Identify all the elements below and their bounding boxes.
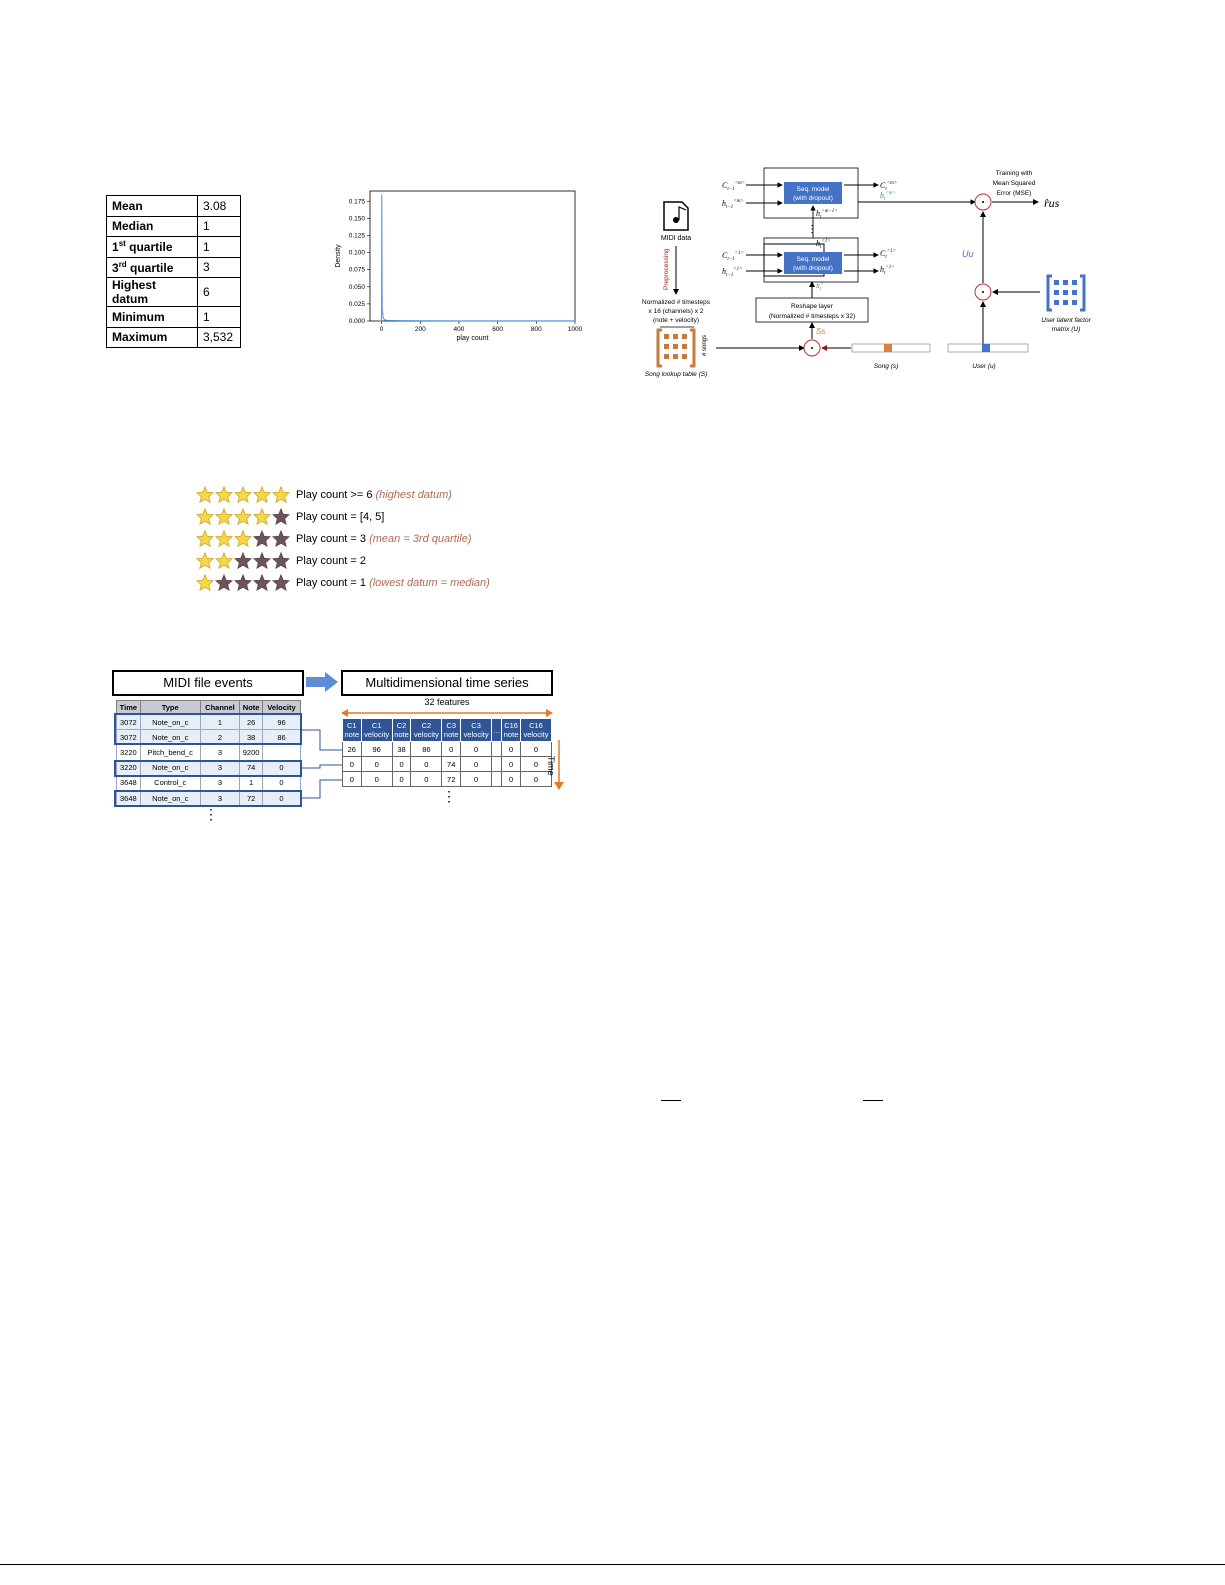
events-cell: 86 (263, 730, 301, 745)
ts-cell: 0 (461, 742, 492, 757)
events-header: Note (240, 701, 263, 715)
events-header: Type (140, 701, 200, 715)
x-tick-label: 200 (414, 326, 426, 333)
y-tick-label: 0.100 (348, 249, 365, 257)
ts-header: C3 note (442, 719, 461, 742)
song-label: Song (s) (873, 363, 899, 370)
events-cell: 1 (200, 715, 240, 730)
rating-row (196, 550, 490, 572)
ts-cell: 0 (520, 757, 551, 772)
events-cell: 3648 (117, 790, 141, 805)
songs-hash-label: # songs (702, 334, 708, 356)
x-tick-label: 1000 (567, 326, 583, 333)
ts-cell: 0 (461, 757, 492, 772)
uu-label: Uu (962, 249, 974, 259)
events-cell: Note_on_c (140, 760, 200, 775)
output-label: r̂us (1044, 196, 1060, 210)
stats-row (107, 196, 241, 217)
vdots-mid: ⋮ (807, 224, 817, 235)
svg-text:Ct<1>: $C_t^{<1>}$ (880, 249, 896, 260)
svg-text:xts: $x_t^s$ (816, 281, 823, 292)
events-cell: 0 (263, 790, 301, 805)
stats-label: Mean (107, 196, 198, 217)
rating-label: Play count = [4, 5] (296, 511, 385, 523)
ts-cell: 0 (411, 772, 442, 787)
events-cell: 3 (200, 790, 240, 805)
events-header: Channel (200, 701, 240, 715)
row-highlight-2 (114, 760, 302, 777)
normalized-line1: Normalized # timesteps (642, 299, 710, 306)
row-highlight-1 (114, 713, 302, 745)
y-axis-label: Density (335, 244, 342, 268)
x-tick-label: 800 (530, 326, 542, 333)
events-cell: 3648 (117, 775, 141, 790)
x-axis-label: play count (456, 335, 489, 342)
events-cell: 2 (200, 730, 240, 745)
star-rating-icon (196, 530, 296, 548)
ts-cell: 0 (520, 772, 551, 787)
y-tick-label: 0.000 (348, 318, 365, 325)
ts-cell (492, 742, 502, 757)
density-chart (330, 183, 585, 343)
midi-events-title: MIDI file events (112, 670, 304, 696)
events-cell: Pitch_bend_c (140, 745, 200, 760)
events-cell: Note_on_c (140, 715, 200, 730)
time-label: Time (546, 756, 556, 776)
preprocessing-label: Preprocessing (663, 248, 670, 290)
svg-text:ht−1<m>: $h_{t-1}^{<m>}$ (722, 199, 744, 210)
y-tick-label: 0.050 (348, 283, 365, 291)
ts-cell: 0 (361, 772, 392, 787)
song-onehot-vector (852, 344, 930, 352)
user-matrix-icon (1048, 276, 1084, 310)
ts-cell: 74 (442, 757, 461, 772)
events-cell: 3220 (117, 745, 141, 760)
ts-cell (492, 772, 502, 787)
y-tick-label: 0.125 (348, 232, 365, 240)
events-header: Velocity (263, 701, 301, 715)
y-tick-label: 0.150 (348, 215, 365, 223)
ts-cell: 38 (392, 742, 411, 757)
events-cell: 3072 (117, 730, 141, 745)
equation-fraction-bar (661, 1100, 681, 1101)
ts-cell: 0 (392, 757, 411, 772)
ts-header: C16 note (502, 719, 521, 742)
reshape-line2: (Normalized # timesteps x 32) (768, 313, 856, 320)
x-tick-label: 0 (379, 326, 384, 333)
events-cell: 3220 (117, 760, 141, 775)
row-highlight-3 (114, 790, 302, 807)
stats-value: 6 (198, 278, 241, 307)
seqm-line1: Seq. model (796, 186, 830, 193)
rating-label: Play count = 2 (296, 555, 367, 567)
ts-header: C1 note (343, 719, 362, 742)
ts-header: C2 velocity (411, 719, 442, 742)
events-row (117, 775, 301, 790)
ts-row (343, 772, 552, 787)
midi-data-label: MIDI data (660, 235, 692, 242)
svg-text:Ct<m>: $C_t^{<m>}$ (880, 181, 898, 192)
ts-cell: 0 (343, 757, 362, 772)
events-cell: 0 (263, 760, 301, 775)
events-cell: 96 (263, 715, 301, 730)
ts-cell: 0 (520, 742, 551, 757)
ts-header: C16 velocity (520, 719, 551, 742)
ts-header: … (492, 719, 502, 742)
ss-label: Ss (816, 327, 826, 336)
stats-row (107, 307, 241, 328)
rating-row (196, 484, 490, 506)
song-lookup-matrix-icon (658, 330, 694, 366)
svg-text:ht<1>: $h_t^{<1>}$ (816, 239, 831, 250)
stats-value: 1 (198, 216, 241, 237)
user-onehot-vector (948, 344, 1028, 352)
stats-value: 3.08 (198, 196, 241, 217)
events-header: Time (117, 701, 141, 715)
x-tick-label: 600 (492, 326, 504, 333)
features-label: 32 features (424, 697, 470, 707)
features-arrow (341, 708, 553, 718)
stats-label: 1st quartile (107, 237, 198, 258)
stats-label: 3rd quartile (107, 257, 198, 278)
events-cell: 72 (240, 790, 263, 805)
stats-table (106, 195, 241, 348)
x-tick-label: 400 (453, 326, 465, 333)
ts-cell: 0 (442, 742, 461, 757)
events-row (117, 745, 301, 760)
y-tick-label: 0.075 (348, 266, 365, 274)
training-line1: Training with (995, 170, 1033, 177)
ts-vdots: ⋮ (442, 788, 456, 804)
page-bottom-rule (0, 1564, 1225, 1565)
stats-label: Minimum (107, 307, 198, 328)
svg-text:ht<m>: $h_t^{<m>}$ (880, 191, 896, 202)
star-rating-icon (196, 552, 296, 570)
ts-cell: 0 (361, 757, 392, 772)
user-label: User (u) (972, 363, 996, 370)
stats-value: 3,532 (198, 327, 241, 348)
midi-file-icon (664, 202, 688, 230)
training-line3: Error (MSE) (996, 190, 1032, 197)
ts-cell: 0 (461, 772, 492, 787)
svg-text:ht<m−1>: $h_t^{<m-1>}$ (816, 209, 838, 220)
ts-title: Multidimensional time series (341, 670, 553, 696)
events-cell: 3 (200, 745, 240, 760)
events-cell: 9200 (240, 745, 263, 760)
rating-row (196, 572, 490, 594)
architecture-diagram (632, 160, 1092, 385)
events-cell: 0 (263, 775, 301, 790)
ts-cell: 86 (411, 742, 442, 757)
reshape-line1: Reshape layer (791, 303, 833, 310)
seqm-line2: (with dropout) (793, 195, 833, 202)
svg-text:Ct−1<1>: $C_{t-1}^{<1>}$ (722, 251, 744, 262)
events-cell (263, 745, 301, 760)
ts-cell: 0 (502, 757, 521, 772)
ts-header: C2 note (392, 719, 411, 742)
events-cell: 3 (200, 760, 240, 775)
ts-header: C3 velocity (461, 719, 492, 742)
events-cell: 26 (240, 715, 263, 730)
right-arrow-icon (305, 672, 339, 692)
svg-text:ht−1<1>: $h_{t-1}^{<1>}$ (722, 267, 743, 278)
stats-label: Median (107, 216, 198, 237)
song-lookup-label: Song lookup table (S) (644, 371, 708, 378)
ts-cell: 0 (411, 757, 442, 772)
normalized-line3: (note + velocity) (652, 317, 700, 324)
rating-row (196, 506, 490, 528)
ts-cell: 72 (442, 772, 461, 787)
events-cell: 3072 (117, 715, 141, 730)
events-cell: Control_c (140, 775, 200, 790)
stats-label: Maximum (107, 327, 198, 348)
star-rating-icon (196, 574, 296, 592)
rating-label: Play count = 1 (lowest datum = median) (296, 577, 490, 589)
events-cell: 3 (200, 775, 240, 790)
normalized-line2: x 16 (channels) x 2 (648, 308, 704, 315)
training-line2: Mean Squared (992, 180, 1036, 187)
ts-row (343, 742, 552, 757)
stats-value: 1 (198, 307, 241, 328)
rating-legend (196, 484, 490, 594)
rating-row (196, 528, 490, 550)
rating-label: Play count >= 6 (highest datum) (296, 489, 452, 501)
stats-value: 1 (198, 237, 241, 258)
stats-row (107, 327, 241, 348)
star-rating-icon (196, 508, 296, 526)
plot-frame (370, 191, 575, 321)
ts-cell (492, 757, 502, 772)
stats-row (107, 257, 241, 278)
seq1-line2: (with dropout) (793, 265, 833, 272)
ts-cell: 96 (361, 742, 392, 757)
stats-row (107, 237, 241, 258)
seq1-line1: Seq. model (796, 256, 830, 263)
events-cell: 74 (240, 760, 263, 775)
ts-row (343, 757, 552, 772)
user-matrix-line2: matrix (U) (1051, 326, 1081, 333)
events-cell: Note_on_c (140, 730, 200, 745)
events-vdots: ⋮ (204, 806, 218, 822)
stats-label: Highest datum (107, 278, 198, 307)
stats-row (107, 216, 241, 237)
stats-value: 3 (198, 257, 241, 278)
events-cell: 1 (240, 775, 263, 790)
y-tick-label: 0.175 (348, 198, 365, 206)
equation-fraction-bar (863, 1100, 883, 1101)
events-cell: Note_on_c (140, 790, 200, 805)
ts-header: C1 velocity (361, 719, 392, 742)
ts-cell: 0 (392, 772, 411, 787)
connector-lines (300, 725, 345, 805)
events-cell: 38 (240, 730, 263, 745)
ts-cell: 26 (343, 742, 362, 757)
y-tick-label: 0.025 (348, 300, 365, 308)
stats-row (107, 278, 241, 307)
svg-text:ht<1>: $h_t^{<1>}$ (880, 265, 895, 276)
ts-cell: 0 (343, 772, 362, 787)
star-rating-icon (196, 486, 296, 504)
time-series-table (342, 718, 552, 787)
rating-label: Play count = 3 (mean = 3rd quartile) (296, 533, 472, 545)
user-matrix-line1: User latent factor (1041, 317, 1091, 324)
svg-text:Ct−1<m>: $C_{t-1}^{<m>}$ (722, 181, 745, 192)
ts-cell: 0 (502, 772, 521, 787)
ts-cell: 0 (502, 742, 521, 757)
